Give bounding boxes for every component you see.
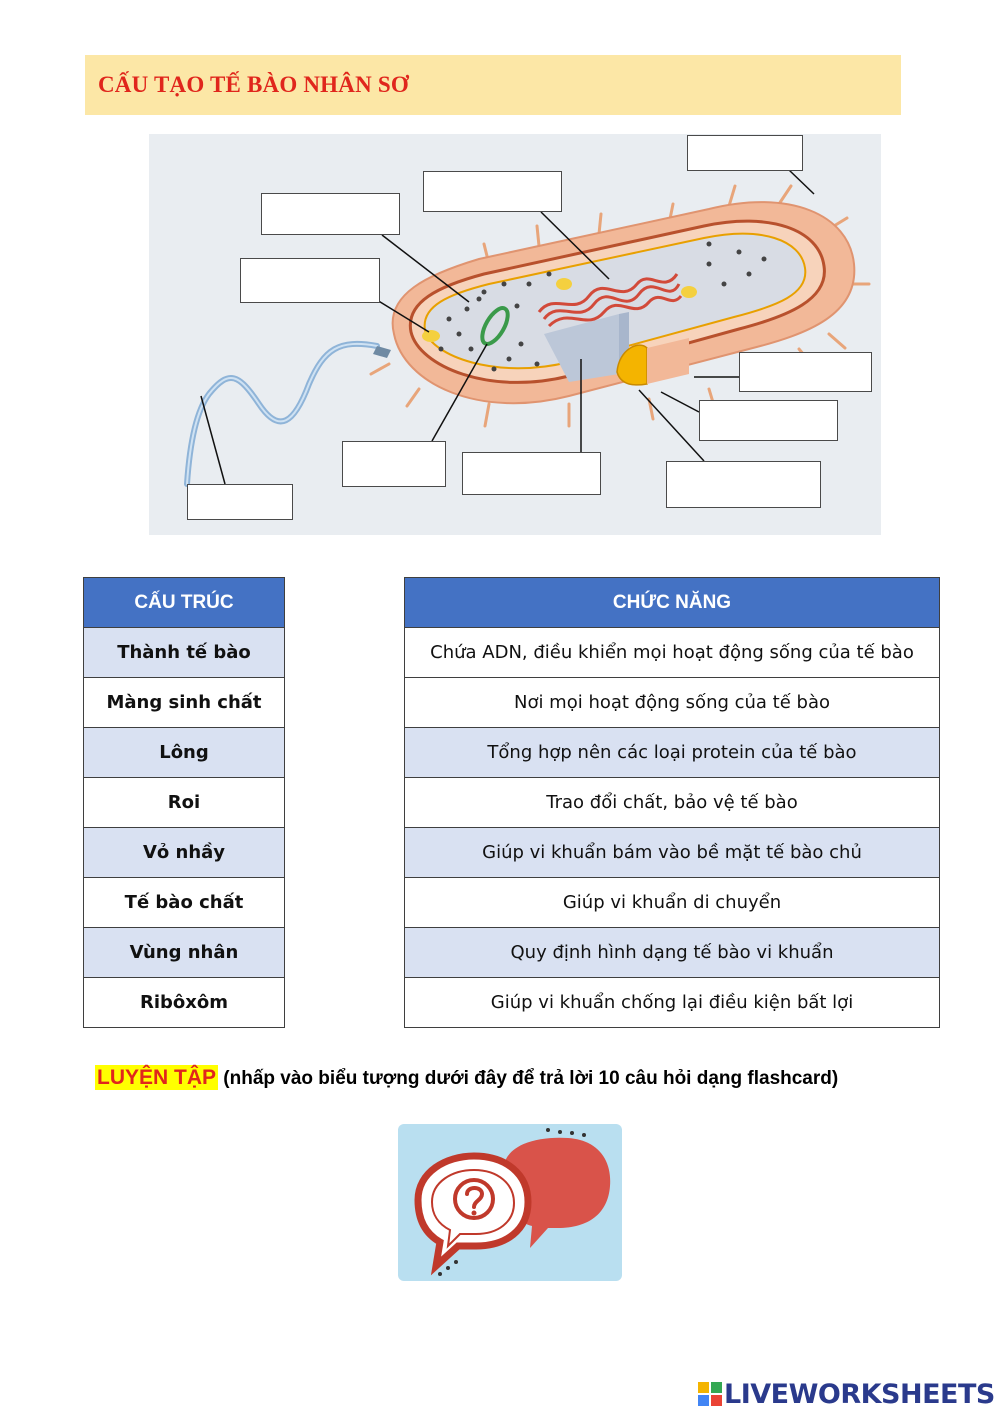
structure-item[interactable]: Màng sinh chất <box>84 678 285 728</box>
label-box-3[interactable] <box>261 193 400 235</box>
practice-heading: LUYỆN TẬP <box>97 1066 217 1089</box>
structure-header: CẤU TRÚC <box>84 578 285 628</box>
title-banner <box>85 55 901 115</box>
label-box-6[interactable] <box>699 400 838 441</box>
page-title: CẤU TẠO TẾ BÀO NHÂN SƠ <box>98 72 409 97</box>
structure-table <box>83 577 285 1028</box>
label-box-9[interactable] <box>342 441 446 487</box>
label-box-2[interactable] <box>423 171 562 212</box>
structure-item[interactable]: Roi <box>84 778 285 828</box>
label-box-5[interactable] <box>739 352 872 392</box>
structure-item[interactable]: Thành tế bào <box>84 628 285 678</box>
function-item[interactable]: Nơi mọi hoạt động sống của tế bào <box>405 678 940 728</box>
liveworksheets-logo-icon <box>698 1382 722 1406</box>
function-table <box>404 577 940 1028</box>
prokaryotic-cell-diagram <box>149 134 881 535</box>
function-header: CHỨC NĂNG <box>405 578 940 628</box>
label-box-4[interactable] <box>240 258 380 303</box>
function-item[interactable]: Tổng hợp nên các loại protein của tế bào <box>405 728 940 778</box>
flashcard-launch-button[interactable] <box>398 1124 622 1281</box>
liveworksheets-logo <box>698 1379 995 1410</box>
brand-name: LIVEWORKSHEETS <box>724 1379 995 1410</box>
function-item[interactable]: Giúp vi khuẩn bám vào bề mặt tế bào chủ <box>405 828 940 878</box>
function-item[interactable]: Trao đổi chất, bảo vệ tế bào <box>405 778 940 828</box>
label-box-8[interactable] <box>462 452 601 495</box>
practice-text: (nhấp vào biểu tượng dưới đây để trả lời 10 câu hỏi dạng flashcard) <box>218 1068 839 1089</box>
practice-instruction <box>95 1066 838 1090</box>
structure-item[interactable]: Tế bào chất <box>84 878 285 928</box>
function-item[interactable]: Quy định hình dạng tế bào vi khuẩn <box>405 928 940 978</box>
function-item[interactable]: Giúp vi khuẩn di chuyển <box>405 878 940 928</box>
structure-item[interactable]: Vùng nhân <box>84 928 285 978</box>
structure-item[interactable]: Vỏ nhầy <box>84 828 285 878</box>
label-box-7[interactable] <box>666 461 821 508</box>
structure-item[interactable]: Lông <box>84 728 285 778</box>
question-speech-bubbles-icon <box>398 1124 622 1281</box>
label-box-1[interactable] <box>687 135 803 171</box>
label-box-10[interactable] <box>187 484 293 520</box>
function-item[interactable]: Chứa ADN, điều khiển mọi hoạt động sống của tế bào <box>405 628 940 678</box>
function-item[interactable]: Giúp vi khuẩn chống lại điều kiện bất lợi <box>405 978 940 1028</box>
structure-item[interactable]: Ribôxôm <box>84 978 285 1028</box>
